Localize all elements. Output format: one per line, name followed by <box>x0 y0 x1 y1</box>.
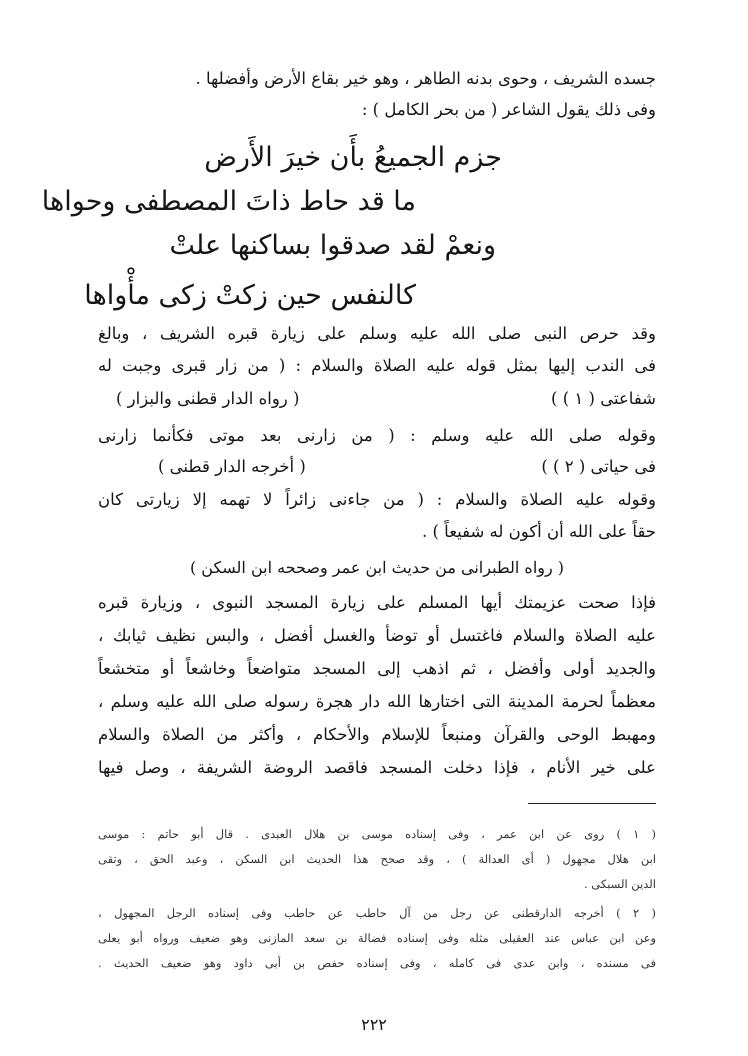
body-line: فى الندب إليها بمثل قوله عليه الصلاة والسلام : ( من زار قبرى وجبت له <box>98 356 656 375</box>
hadith-end: فى حياتى ( ٢ ) ) <box>541 457 656 476</box>
body-line: ومهبط الوحى والقرآن ومنبعاً للإسلام والأحكام ، وأكثر من الصلاة والسلام <box>98 725 656 744</box>
body-line: حقاً على الله أن أكون له شفيعاً ) . <box>422 522 656 541</box>
hadith-line <box>98 454 656 480</box>
poem-verse: ونعمْ لقد صدقوا بساكنها علتْ <box>169 230 496 261</box>
hadith-end: شفاعتى ( ١ ) ) <box>551 389 656 408</box>
body-line: عليه الصلاة والسلام فاغتسل أو توضأ والغسل أفضل ، والبس نظيف ثيابك ، <box>98 626 656 645</box>
body-line: وقوله صلى الله عليه وسلم : ( من زارنى بعد موتى فكأنما زارنى <box>98 426 656 445</box>
footnote-line: الدين السبكى . <box>583 877 656 891</box>
poem-verse: جزم الجميعُ بأَن خيرَ الأَرض <box>204 142 502 173</box>
body-line: جسده الشريف ، وحوى بدنه الطاهر ، وهو خير بقاع الأرض وأفضلها . <box>195 69 656 88</box>
body-line: والجديد أولى وأفضل ، ثم اذهب إلى المسجد متواضعاً وخاشعاً أو متخشعاً <box>98 659 656 678</box>
footnote-line: ابن هلال مجهول ( أى العدالة ) ، وقد صحح هذا الحديث ابن السكن ، وعبد الحق ، وتقى <box>98 852 656 866</box>
body-line: معظماً لحرمة المدينة التى اختارها الله دار هجرة رسوله صلى الله عليه وسلم ، <box>98 692 656 711</box>
hadith-source: ( أخرجه الدار قطنى ) <box>158 457 306 476</box>
footnote-line: فى مسنده ، وابن عدى فى كامله ، وفى إسناده حفص بن أبى داود وهو ضعيف الحديث . <box>98 956 656 970</box>
footnote-rule <box>528 803 656 804</box>
hadith-citation: ( رواه الطبرانى من حديث ابن عمر وصححه ابن السكن ) <box>189 558 565 577</box>
poem-verse: ما قد حاط ذاتَ المصطفى وحواها <box>41 186 416 217</box>
body-line: على خير الأنام ، فإذا دخلت المسجد فاقصد الروضة الشريفة ، وصل فيها <box>98 758 656 777</box>
body-line: وفى ذلك يقول الشاعر ( من بحر الكامل ) : <box>361 100 656 119</box>
body-line: وقوله عليه الصلاة والسلام : ( من جاءنى زائراً لا تهمه إلا زيارتى كان <box>98 490 656 509</box>
body-line: وقد حرص النبى صلى الله عليه وسلم على زيارة قبره الشريف ، وبالغ <box>98 324 656 343</box>
poem-verse: كالنفس حين زكتْ زكى مأْواها <box>84 280 416 311</box>
footnote-line: ( ١ ) روى عن ابن عمر ، وفى إسناده موسى بن هلال العبدى . قال أبو حاتم : موسى <box>98 827 656 841</box>
page-number: ٢٢٢ <box>361 1015 387 1034</box>
hadith-source: ( رواه الدار قطنى والبزار ) <box>116 389 300 408</box>
footnote-line: وعن ابن عباس عند العقيلى مثله وفى إسناده فضالة بن سعد المازنى وهو ضعيف ورواه أبو يعلى <box>98 931 656 945</box>
body-line: فإذا صحت عزيمتك أيها المسلم على زيارة المسجد النبوى ، وزيارة قبره <box>98 593 656 612</box>
hadith-line <box>98 386 656 412</box>
footnote-line: ( ٢ ) أخرجه الدارقطنى عن رجل من آل حاطب عن حاطب وفى إسناده الرجل المجهول ، <box>98 906 656 920</box>
